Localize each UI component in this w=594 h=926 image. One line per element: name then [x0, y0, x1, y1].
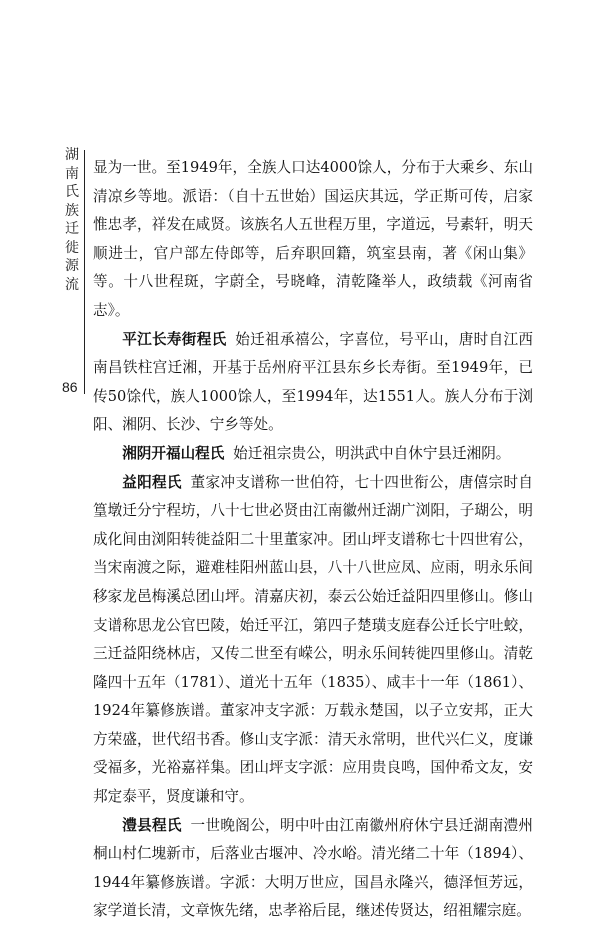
paragraph-pingjiang-cheng: [93, 326, 533, 440]
paragraph-text: 显为一世。至1949年，全族人口达4000馀人，分布于大乘乡、东山清凉乡等地。派语：（自十五世始）国运庆其远，学正斯可传，启家惟忠孝，祥发在咸贤。该族名人五世程万里，字道远，号素轩，明天顺进士，官户部左侍郎等，后弃职回籍，筑室县南，著《闲山集》等。十八世程斑，字蔚全，号晓峰，清乾隆举人，政绩载《河南省志》。: [93, 159, 533, 319]
section-heading: 湘阴开福山程氏: [122, 444, 225, 462]
section-heading: 平江长寿街程氏: [122, 330, 227, 348]
paragraph-yiyang-cheng: [93, 469, 533, 812]
side-running-title: 湖南氏族迁徙源流: [65, 147, 79, 293]
paragraph-xiangyin-cheng: [93, 440, 533, 469]
paragraph-text: 董家冲支谱称一世伯符，七十四世衔公，唐僖宗时自篁墩迁分宁程坊，八十七世必贤由江南徽州迁湖广浏阳，子瑚公，明成化间由浏阳转徙益阳二十里董家冲。团山坪支谱称七十四世宥公，当宋南渡之际，避难桂阳州蓝山县，八十八世应凤、应雨，明永乐间移家龙邑梅溪总团山坪。清嘉庆初，泰云公始迁益阳四里修山。修山支谱称思龙公官巴陵，始迁平江，第四子楚璜支庭春公迁长宁吐蛟，三迁益阳绕林店，又传二世至有嵘公，明永乐间转徙四里修山。清乾隆四十五年（1781）、道光十五年（1835）、咸丰十一年（1861）、1924年纂修族谱。董家冲支字派：万载永楚国，以子立安邦，正大方荣盛，世代绍书香。修山支字派：清天永常明，世代兴仁义，度谦受福多，光裕嘉祥集。团山坪支字派：应用贵良鸣，国仲希文友，安邦定泰平，贤度谦和守。: [93, 473, 533, 806]
paragraph-continued: [93, 154, 533, 326]
section-heading: 澧县程氏: [122, 816, 182, 834]
side-divider-line: [84, 150, 85, 394]
page-number: 86: [62, 379, 78, 395]
main-text: [93, 154, 533, 926]
paragraph-text: 始迁祖宗贵公，明洪武中自休宁县迁湘阴。: [233, 444, 511, 462]
paragraph-text: 一世晚阁公，明中叶由江南徽州府休宁县迁湖南澧州桐山村仁塊新市，后落业古堰冲、冷水峪。清光绪二十年（1894）、1944年纂修族谱。字派：大明万世应，国昌永隆兴，德泽恒芳远，家学道长清，文章恢先绪，忠孝裕后昆，继述传贤达，绍祖耀宗庭。: [93, 816, 533, 920]
paragraph-text: 始迁祖承禧公，字喜位，号平山，唐时自江西南昌铁柱宫迁湘，开基于岳州府平江县东乡长寿街。至1949年，已传50馀代，族人1000馀人，至1994年，达1551人。族人分布于浏阳、湘阴、长沙、宁乡等处。: [93, 330, 533, 434]
section-heading: 益阳程氏: [122, 473, 182, 491]
